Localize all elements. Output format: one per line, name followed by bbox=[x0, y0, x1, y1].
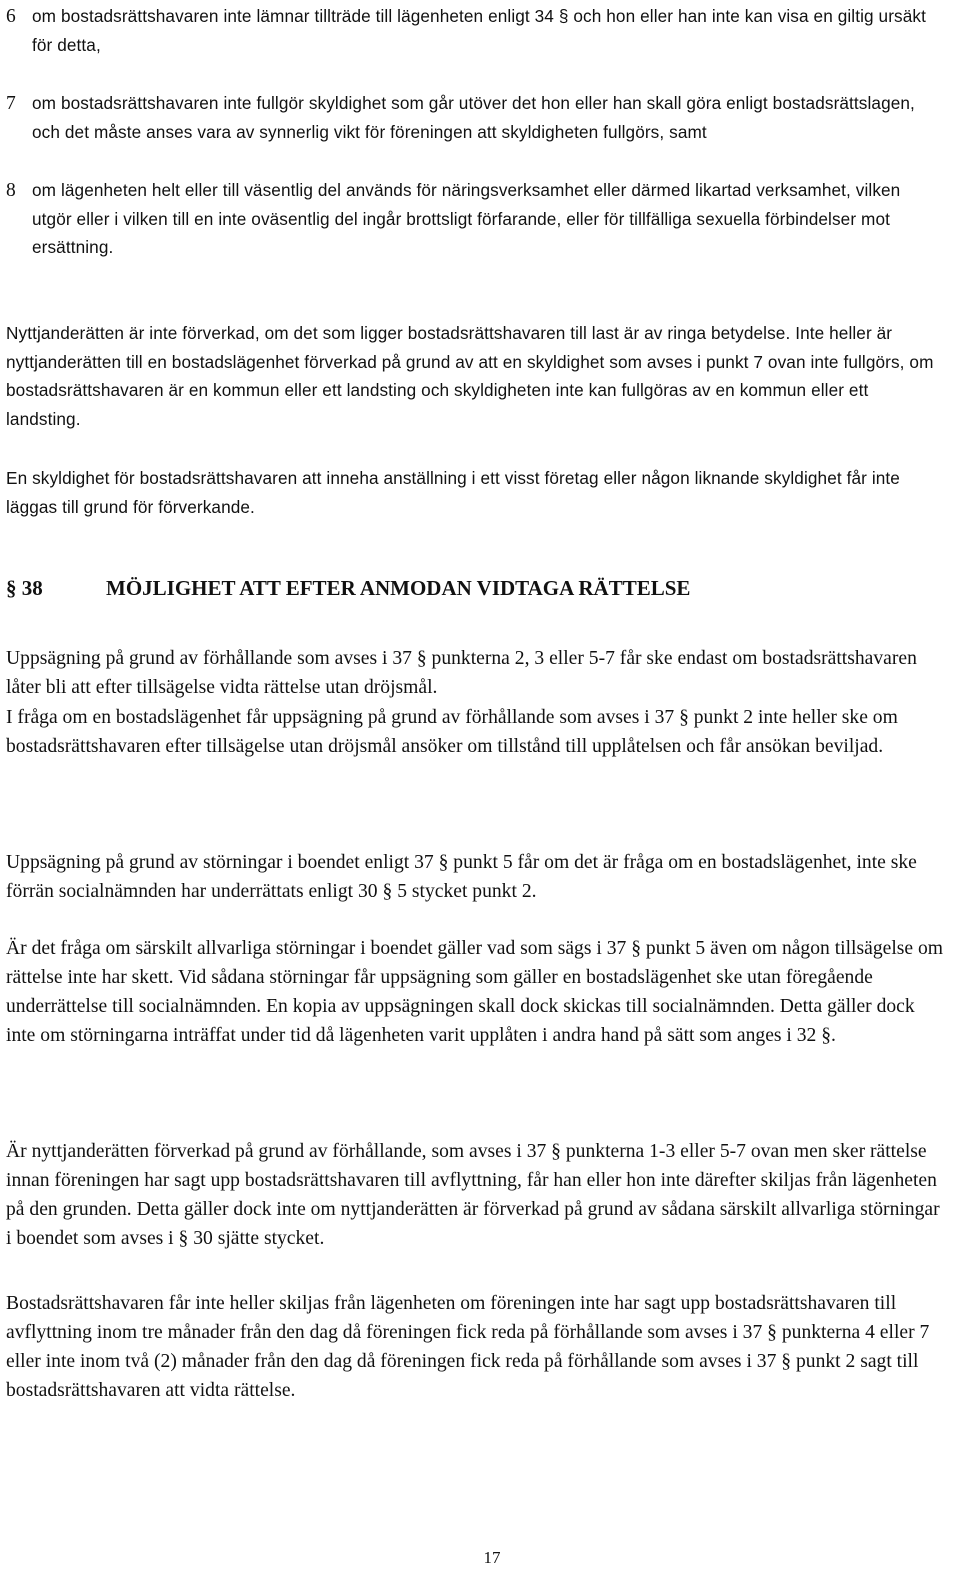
list-item-text: om bostadsrättshavaren inte fullgör skyldighet som går utöver det hon eller han skall göra enligt bostadsrättslagen, och det måste anses vara av synnerlig vikt för föreningen att skyldigheten fullgörs, samt bbox=[32, 93, 915, 142]
list-item-8 bbox=[6, 176, 942, 262]
list-item-number: 7 bbox=[6, 93, 16, 114]
list-item-text: om bostadsrättshavaren inte lämnar tillträde till lägenheten enligt 34 § och hon eller han inte kan visa en giltig ursäkt för detta, bbox=[32, 6, 926, 55]
paragraph-tillstand: I fråga om en bostadslägenhet får uppsägning på grund av förhållande som avses i 37 § punkt 2 inte heller ske om bostadsrättshavaren efter tillsägelse utan dröjsmål ansöker om tillstånd till upplåtelsen och får ansökan beviljad. bbox=[6, 707, 898, 757]
list-item-text: om lägenheten helt eller till väsentlig del används för näringsverksamhet eller därmed likartad verksamhet, vilken utgör eller i vilken till en inte oväsentlig del ingår brottsligt förfarande, eller för tillfälliga sexuella förbindelser mot ersättning. bbox=[32, 180, 901, 257]
paragraph-uppsagning: Uppsägning på grund av förhållande som avses i 37 § punkterna 2, 3 eller 5-7 får ske endast om bostadsrättshavaren låter bli att efter tillsägelse vidta rättelse utan dröjsmål. bbox=[6, 648, 917, 698]
page-number: 17 bbox=[483, 1548, 501, 1567]
paragraph-avflyttning: Bostadsrättshavaren får inte heller skiljas från lägenheten om föreningen inte har sagt upp bostadsrättshavaren till avflyttning inom tre månader från den dag då föreningen fick reda på förhållande som avses i 37 § punkterna 4 eller 7 eller inte inom två (2) månader från den dag då föreningen fick reda på förhållande som avses i 37 § punkt 2 sagt till bostadsrättshavaren att vidta rättelse. bbox=[6, 1293, 930, 1401]
section-heading bbox=[6, 576, 946, 608]
section-number: § 38 bbox=[6, 576, 43, 600]
paragraph-rattelse: Är nyttjanderätten förverkad på grund av förhållande, som avses i 37 § punkterna 1-3 eller 5-7 ovan men sker rättelse innan föreningen har sagt upp bostadsrättshavaren till avflyttning, får han eller hon inte därefter skiljas från lägenheten på den grunden. Detta gäller dock inte om nyttjanderätten är förverkad på grund av sådana särskilt allvarliga störningar i boendet som avses i § 30 sjätte stycket. bbox=[6, 1141, 940, 1249]
list-item-6 bbox=[6, 2, 942, 59]
paragraph-nyttjanderatt: Nyttjanderätten är inte förverkad, om det som ligger bostadsrättshavaren till last är av ringa betydelse. Inte heller är nyttjanderätten till en bostadslägenhet förverkad på grund av att en skyldighet som avses i punkt 7 ovan inte fullgörs, om bostadsrättshavaren är en kommun eller ett landsting och skyldigheten inte kan fullgöras av en kommun eller ett landsting. bbox=[6, 323, 934, 429]
list-item-number: 6 bbox=[6, 6, 16, 27]
list-item-number: 8 bbox=[6, 180, 16, 201]
list-item-7 bbox=[6, 89, 942, 146]
paragraph-allvarliga-storningar: Är det fråga om särskilt allvarliga störningar i boendet gäller vad som sägs i 37 § punkt 5 även om någon tillsägelse om rättelse inte har skett. Vid sådana störningar får uppsägning som gäller en bostadslägenhet ske utan föregående underrättelse till socialnämnden. En kopia av uppsägningen skall dock skickas till socialnämnden. Detta gäller dock inte om störningarna inträffat under tid då lägenheten varit upplåten i andra hand på sätt som anges i 32 §. bbox=[6, 938, 944, 1046]
paragraph-skyldighet: En skyldighet för bostadsrättshavaren att inneha anställning i ett visst företag eller någon liknande skyldighet får inte läggas till grund för förverkande. bbox=[6, 468, 900, 517]
paragraph-storningar: Uppsägning på grund av störningar i boendet enligt 37 § punkt 5 får om det är fråga om en bostadslägenhet, inte ske förrän socialnämnden har underrättats enligt 30 § 5 stycket punkt 2. bbox=[6, 852, 917, 902]
section-title: MÖJLIGHET ATT EFTER ANMODAN VIDTAGA RÄTTELSE bbox=[106, 576, 691, 600]
